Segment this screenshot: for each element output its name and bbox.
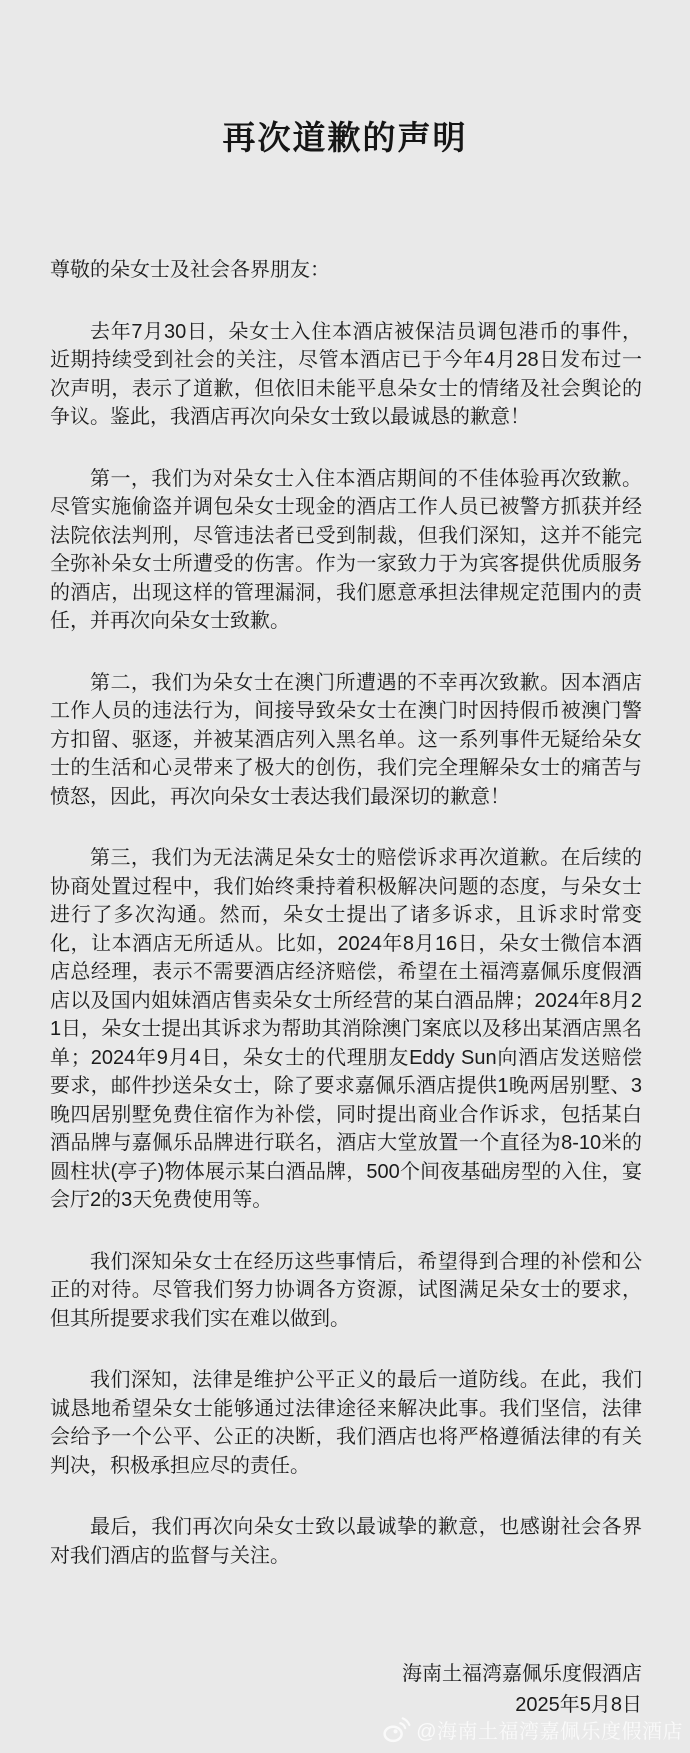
signature-organization: 海南土福湾嘉佩乐度假酒店 (402, 1663, 642, 1685)
signature-block (50, 1659, 642, 1721)
statement-body (0, 256, 690, 1721)
paragraph-understanding: 我们深知朵女士在经历这些事情后，希望得到合理的补偿和公正的对待。尽管我们努力协调各方资源，试图满足朵女士的要求，但其所提要求我们实在难以做到。 (50, 1250, 642, 1330)
paragraph-first-apology: 第一，我们为对朵女士入住本酒店期间的不佳体验再次致歉。尽管实施偷盗并调包朵女士现金的酒店工作人员已被警方抓获并经法院依法判刑，尽管违法者已受到制裁，但我们深知，这并不能完全弥补朵女士所遭受的伤害。作为一家致力于为宾客提供优质服务的酒店，出现这样的管理漏洞，我们愿意承担法律规定范围内的责任，并再次向朵女士致歉。 (50, 467, 642, 632)
salutation: 尊敬的朵女士及社会各界朋友： (50, 259, 330, 281)
watermark-text: @海南土福湾嘉佩乐度假酒店 (416, 1721, 683, 1743)
signature-date: 2025年5月8日 (515, 1694, 642, 1716)
paragraph-second-apology: 第二，我们为朵女士在澳门所遭遇的不幸再次致歉。因本酒店工作人员的违法行为，间接导致朵女士在澳门时因持假币被澳门警方扣留、驱逐，并被某酒店列入黑名单。这一系列事件无疑给朵女士的生活和心灵带来了极大的创伤，我们完全理解朵女士的痛苦与愤怒，因此，再次向朵女士表达我们最深切的歉意！ (50, 671, 642, 808)
paragraph-legal: 我们深知，法律是维护公平正义的最后一道防线。在此，我们诚恳地希望朵女士能够通过法律途径来解决此事。我们坚信，法律会给予一个公平、公正的决断，我们酒店也将严格遵循法律的有关判决，积极承担应尽的责任。 (50, 1369, 642, 1477)
paragraph-closing: 最后，我们再次向朵女士致以最诚挚的歉意，也感谢社会各界对我们酒店的监督与关注。 (50, 1516, 642, 1567)
statement-title: 再次道歉的声明 (222, 119, 468, 156)
paragraph-intro: 去年7月30日，朵女士入住本酒店被保洁员调包港币的事件，近期持续受到社会的关注，尽管本酒店已于今年4月28日发布过一次声明，表示了道歉，但依旧未能平息朵女士的情绪及社会舆论的争议。鉴此，我酒店再次向朵女士致以最诚恳的歉意！ (50, 320, 642, 428)
paragraph-third-apology: 第三，我们为无法满足朵女士的赔偿诉求再次道歉。在后续的协商处置过程中，我们始终秉持着积极解决问题的态度，与朵女士进行了多次沟通。然而，朵女士提出了诸多诉求，且诉求时常变化，让本酒店无所适从。比如，2024年8月16日，朵女士微信本酒店总经理，表示不需要酒店经济赔偿，希望在土福湾嘉佩乐度假酒店以及国内姐妹酒店售卖朵女士所经营的某白酒品牌；2024年8月21日，朵女士提出其诉求为帮助其消除澳门案底以及移出某酒店黑名单；2024年9月4日，朵女士的代理朋友Eddy Sun向酒店发送赔偿要求，邮件抄送朵女士，除了要求嘉佩乐酒店提供1晚两居别墅、3晚四居别墅免费住宿作为补偿，同时提出商业合作诉求，包括某白酒品牌与嘉佩乐品牌进行联名，酒店大堂放置一个直径为8-10米的圆柱状(亭子)物体展示某白酒品牌，500个间夜基础房型的入住，宴会厅2的3天免费使用等。 (50, 847, 642, 1211)
